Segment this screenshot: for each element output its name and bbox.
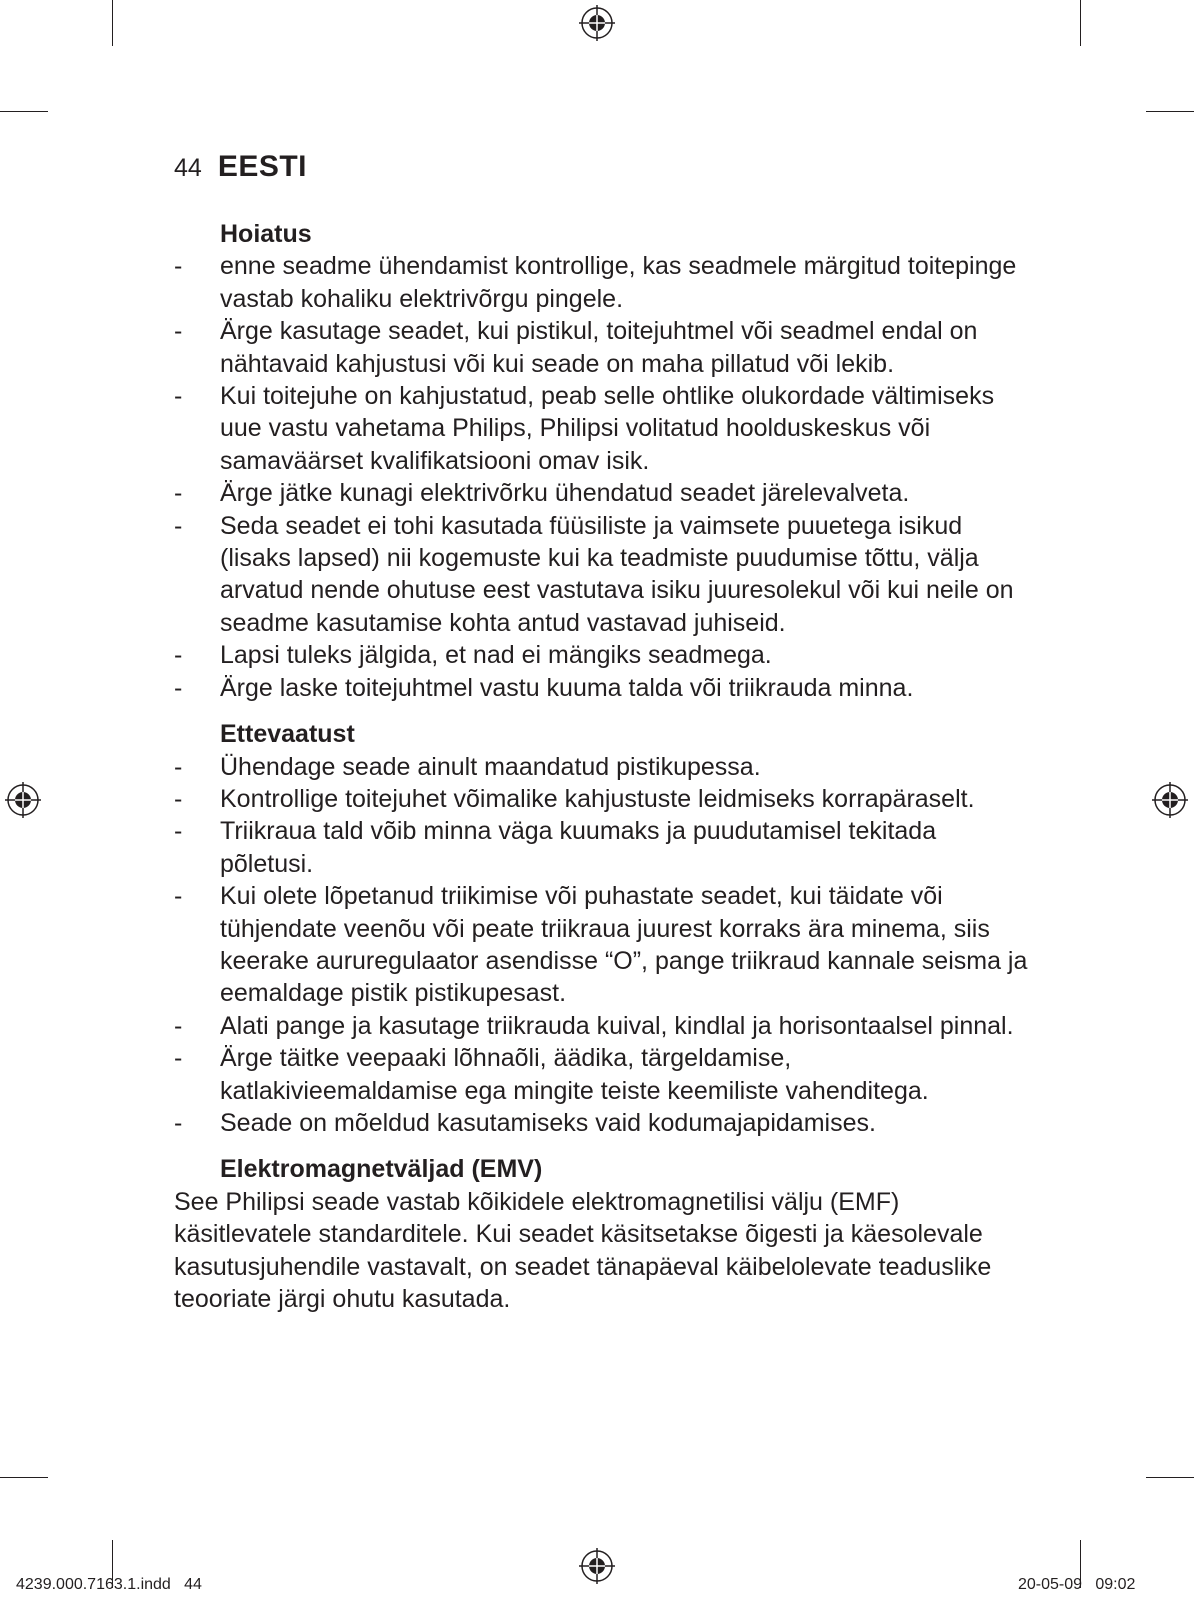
list-item: - enne seadme ühendamist kontrollige, kas seadmele märgitud toitepinge vastab kohaliku elektrivõrgu pingele. (174, 250, 1034, 315)
crop-mark-top-left-horizontal (0, 111, 48, 112)
footer-datetime: 20-05-09 09:02 (1018, 1576, 1136, 1593)
page-header (174, 150, 307, 186)
list-item: - Alati pange ja kasutage triikrauda kuival, kindlal ja horisontaalsel pinnal. (174, 1010, 1034, 1042)
crop-mark-top-right-vertical (1080, 0, 1081, 46)
list-item: - Seade on mõeldud kasutamiseks vaid kodumajapidamises. (174, 1107, 1034, 1139)
crop-mark-top-right-horizontal (1146, 111, 1194, 112)
list-item: - Kontrollige toitejuhet võimalike kahjustuste leidmiseks korrapäraselt. (174, 783, 1034, 815)
list-item: - Kui olete lõpetanud triikimise või puhastate seadet, kui täidate või tühjendate veenõu või peate triikraua juurest korraks ära minema, siis keerake aururegulaator asendisse “O”, pange triikraud kannale seisma ja eemaldage pistik pistikupesast. (174, 880, 1034, 1010)
warning-list (174, 250, 1034, 704)
registration-mark-bottom-icon (577, 1546, 617, 1586)
list-item: - Ärge kasutage seadet, kui pistikul, toitejuhtmel või seadmel endal on nähtavaid kahjustusi või kui seade on maha pillatud või lekib. (174, 315, 1034, 380)
section-heading-emf: Elektromagnetväljad (EMV) (220, 1155, 543, 1184)
section-heading-warning: Hoiatus (220, 220, 312, 248)
registration-mark-top-icon (577, 3, 617, 43)
list-item: - Ühendage seade ainult maandatud pistikupessa. (174, 751, 1034, 783)
list-item: - Ärge laske toitejuhtmel vastu kuuma talda või triikrauda minna. (174, 672, 1034, 704)
crop-mark-top-left-vertical (112, 0, 113, 46)
registration-mark-right-icon (1150, 780, 1190, 820)
language-title: EESTI (217, 150, 308, 183)
footer-file-name: 4239.000.7163.1.indd 44 (16, 1576, 202, 1593)
crop-mark-bottom-right-horizontal (1146, 1477, 1194, 1478)
caution-list (174, 751, 1034, 1140)
list-item: - Kui toitejuhe on kahjustatud, peab selle ohtlike olukordade vältimiseks uue vastu vahetama Philips, Philipsi volitatud hoolduskeskus või samaväärset kvalifikatsiooni omav isik. (174, 380, 1034, 477)
emf-paragraph: See Philipsi seade vastab kõikidele elektromagnetilisi välju (EMF) käsitlevatele standarditele. Kui seadet käsitsetakse õigesti ja käesolevale kasutusjuhendile vastavalt, on seadet tänapäeval käibelolevate teaduslike teooriate järgi ohutu kasutada. (174, 1187, 992, 1313)
section-heading-caution: Ettevaatust (220, 720, 355, 749)
crop-mark-bottom-left-horizontal (0, 1477, 48, 1478)
list-item: - Ärge jätke kunagi elektrivõrku ühendatud seadet järelevalveta. (174, 477, 1034, 509)
list-item: - Ärge täitke veepaaki lõhnaõli, äädika, tärgeldamise, katlakivieemaldamise ega mingite teiste keemiliste vahenditega. (174, 1042, 1034, 1107)
list-item: - Seda seadet ei tohi kasutada füüsiliste ja vaimsete puuetega isikud (lisaks lapsed) nii kogemuste kui ka teadmiste puudumise tõttu, välja arvatud nende ohutuse eest vastutava isiku juuresolekul või kui neile on seadme kasutamise kohta antud vastavad juhiseid. (174, 510, 1034, 640)
page-number: 44 (174, 154, 202, 182)
list-item: - Triikraua tald võib minna väga kuumaks ja puudutamisel tekitada põletusi. (174, 815, 1034, 880)
registration-mark-left-icon (3, 780, 43, 820)
list-item: - Lapsi tuleks jälgida, et nad ei mängiks seadmega. (174, 639, 1034, 671)
document-body (174, 218, 1034, 1315)
